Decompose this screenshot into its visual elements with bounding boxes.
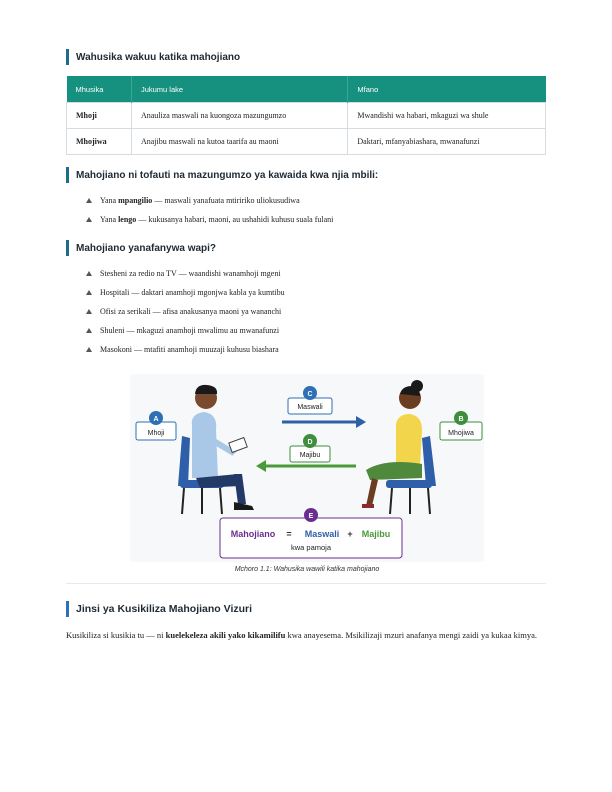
list-item (86, 283, 285, 302)
heading-accent-bar (66, 601, 69, 617)
bullet-triangle-icon (86, 328, 92, 333)
heading-text: Wahusika wakuu katika mahojiano (76, 51, 241, 63)
section-heading-listening (66, 601, 252, 617)
table-header-row (67, 76, 546, 103)
equation-subtext: kwa pamoja (290, 543, 332, 552)
equation-questions: Maswali (304, 529, 340, 539)
interviewer-figure (178, 385, 254, 514)
heading-accent-bar (66, 49, 69, 65)
item-bold: mpangilio (118, 196, 153, 205)
item-text: Shuleni — mkaguzi anamhoji mwalimu au mwanafunzi (100, 326, 280, 335)
item-text: Hospitali — daktari anamhoji mgonjwa kabla ya kumtibu (100, 288, 285, 297)
heading-text: Mahojiano yanafanywa wapi? (76, 242, 217, 254)
list-item (86, 302, 285, 321)
answers-arrowhead (256, 460, 266, 472)
heading-text: Jinsi ya Kusikiliza Mahojiano Vizuri (76, 603, 253, 615)
section-heading-differences (66, 167, 378, 183)
equation-plus: + (347, 529, 353, 539)
table-cell-example: Mwandishi wa habari, mkaguzi wa shule (348, 103, 546, 129)
list-item (86, 321, 285, 340)
listening-paragraph (66, 626, 542, 644)
item-text: — kukusanya habari, maoni, au ushahidi kuhusu suala fulani (136, 215, 334, 224)
label-interviewee: Mhojiwa (448, 430, 474, 437)
item-text: Yana (100, 215, 119, 224)
heading-accent-bar (66, 240, 69, 256)
list-item (86, 264, 285, 283)
table-row (67, 129, 546, 155)
para-text: Kusikiliza si kusikia tu — ni (66, 630, 166, 640)
table-cell-duty: Anajibu maswali na kutoa taarifa au maoni (131, 129, 347, 155)
differences-list (86, 191, 333, 229)
table-header-cell: Jukumu lake (131, 76, 347, 103)
bullet-triangle-icon (86, 290, 92, 295)
bullet-triangle-icon (86, 198, 92, 203)
item-text: Masokoni — mtafiti anamhoji muuzaji kuhusu biashara (100, 345, 279, 354)
figure-caption: Mchoro 1.1: Wahusika wawili katika mahojiano (234, 566, 380, 573)
para-text: kwa anayesema. Msikilizaji mzuri anafanya mengi zaidi ya kukaa kimya. (285, 630, 537, 640)
questions-arrowhead (356, 416, 366, 428)
list-item (86, 340, 285, 359)
item-text: Stesheni za redio na TV — waandishi wanamhoji mgeni (100, 269, 281, 278)
table-cell-role: Mhoji (67, 103, 132, 129)
equation-interview: Mahojiano (230, 529, 276, 539)
item-text: Ofisi za serikali — afisa anakusanya maoni ya wananchi (100, 307, 282, 316)
bullet-triangle-icon (86, 347, 92, 352)
label-answers: Majibu (299, 452, 321, 459)
table-cell-example: Daktari, mfanyabiashara, mwanafunzi (348, 129, 546, 155)
heading-text: Mahojiano ni tofauti na mazungumzo ya kawaida kwa njia mbili: (76, 169, 379, 181)
badge-c-letter: C (307, 391, 313, 398)
interview-figure (130, 374, 484, 562)
badge-b-letter: B (458, 416, 464, 423)
heading-accent-bar (66, 167, 69, 183)
section-divider (66, 583, 546, 584)
item-bold: lengo (118, 215, 137, 224)
interview-illustration (130, 374, 484, 562)
item-text: — maswali yanafuata mtiririko uliokusudiwa (152, 196, 300, 205)
equation-equals: = (286, 529, 292, 539)
bullet-triangle-icon (86, 217, 92, 222)
badge-a-letter: A (153, 416, 159, 423)
interviewee-figure (362, 380, 436, 514)
list-item (86, 210, 333, 229)
table-cell-role: Mhojiwa (67, 129, 132, 155)
equation-answers: Majibu (361, 529, 391, 539)
list-item (86, 191, 333, 210)
table-cell-duty: Anauliza maswali na kuongoza mazungumzo (131, 103, 347, 129)
badge-e-letter: E (308, 513, 314, 520)
table-header-cell: Mfano (348, 76, 546, 103)
section-heading-characters (66, 49, 240, 65)
table-header-cell: Mhusika (67, 76, 132, 103)
para-bold: kuelekeleza akili yako kikamilifu (165, 630, 286, 640)
bullet-triangle-icon (86, 271, 92, 276)
section-heading-locations (66, 240, 216, 256)
table-row (67, 103, 546, 129)
label-interviewer: Mhoji (147, 430, 165, 437)
label-questions: Maswali (297, 404, 323, 411)
badge-d-letter: D (307, 439, 313, 446)
roles-table (66, 76, 546, 155)
item-text: Yana (100, 196, 119, 205)
locations-list (86, 264, 285, 359)
bullet-triangle-icon (86, 309, 92, 314)
